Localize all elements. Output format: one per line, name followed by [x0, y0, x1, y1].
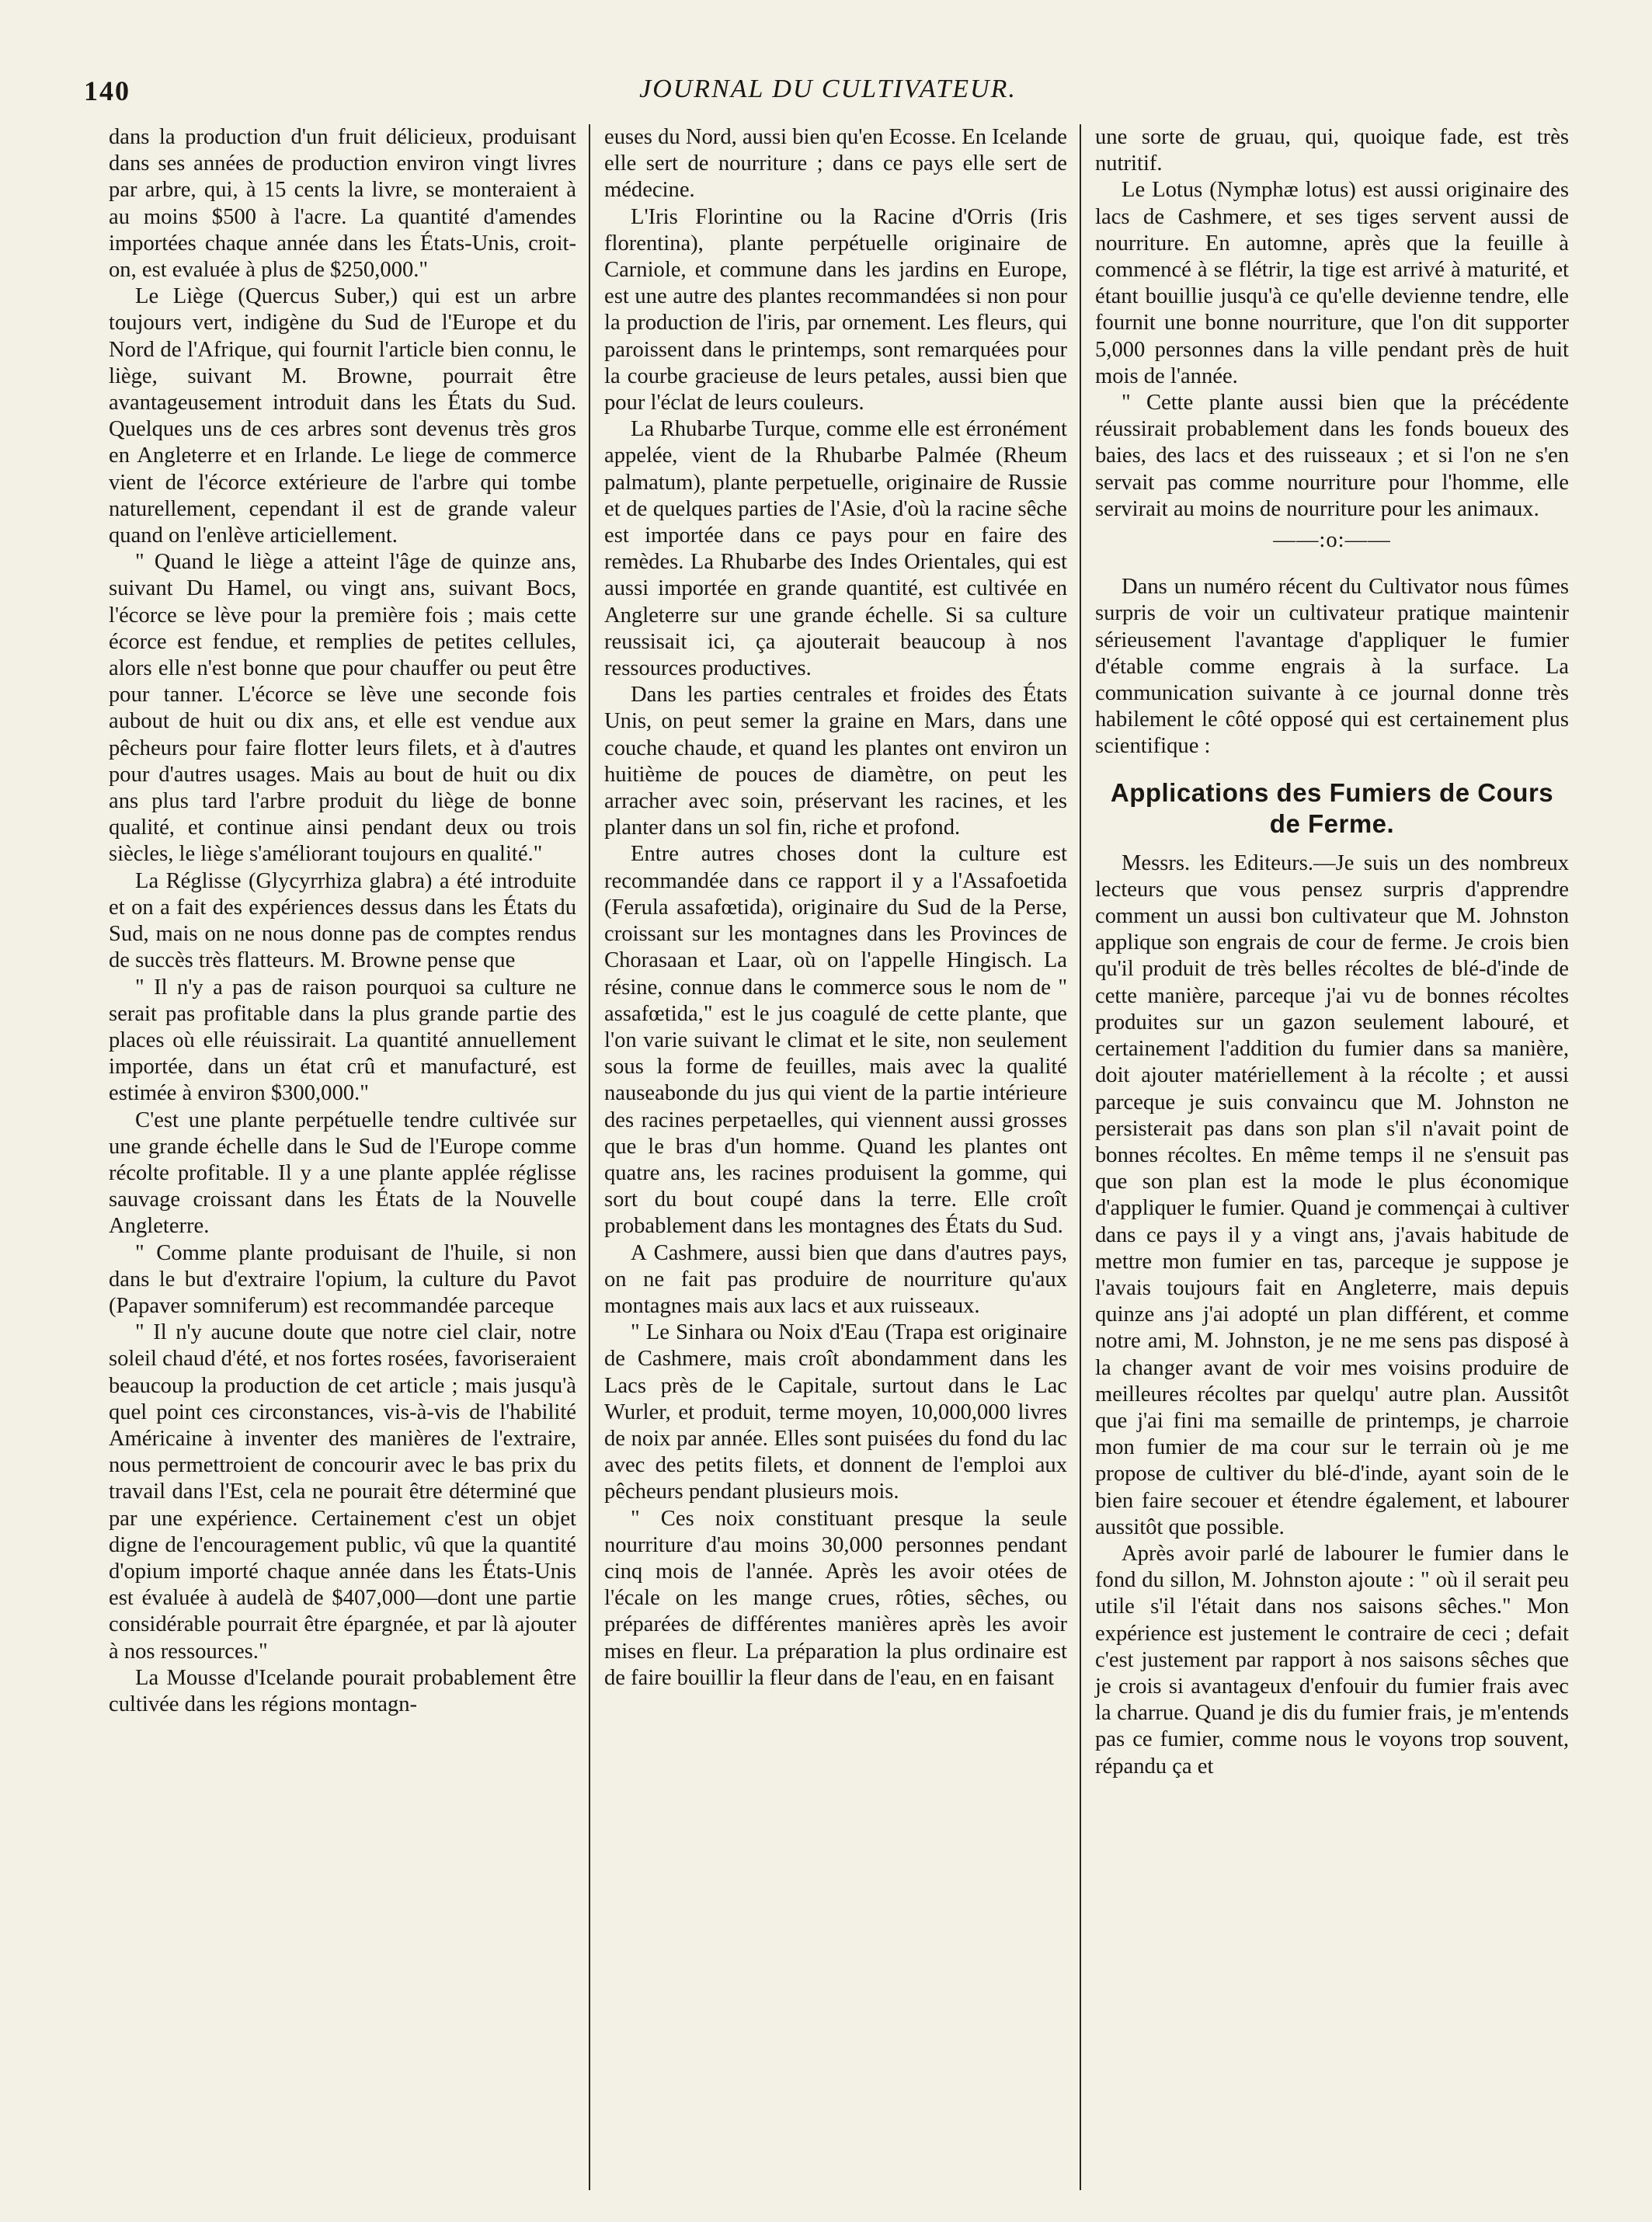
paragraph: A Cashmere, aussi bien que dans d'autres pays, on ne fait pas produire de nourriture qu'aux montagnes mais aux lacs et aux ruisseaux.: [604, 1240, 1067, 1318]
paragraph: La Réglisse (Glycyrrhiza glabra) a été introduite et on a fait des expériences dessus dans les États du Sud, mais on ne nous donne pas de comptes rendus de succès très flatteurs. M. Browne pense que: [109, 868, 576, 973]
section-heading: Applications des Fumiers de Cours de Ferme.: [1110, 777, 1554, 838]
paragraph: euses du Nord, aussi bien qu'en Ecosse. En Icelande elle sert de nourriture ; dans ce pays elle sert de médecine.: [604, 125, 1067, 203]
page-number: 140: [84, 75, 130, 106]
paragraph: " Quand le liège a atteint l'âge de quinze ans, suivant Du Hamel, ou vingt ans, suivant Bocs, l'écorce se lève pour la première fois ; mais cette écorce est fendue, et remplies de petites cellules, alors elle n'est bonne que pour chauffer ou peut être pour tanner. L'écorce se lève une seconde fois aubout de huit ou dix ans, et elle est vendue aux pêcheurs pour faire flotter leurs filets, et à d'autres pour d'autres usages. Mais au bout de huit ou dix ans plus tard l'arbre produit du liège de bonne qualité, et continue ainsi pendant deux ou trois siècles, le liège s'améliorant toujours en qualité.": [109, 550, 576, 867]
paragraph: C'est une plante perpétuelle tendre cultivée sur une grande échelle dans le Sud de l'Europe comme récolte profitable. Il y a une plante applée réglisse sauvage croissant dans les États de la Nouvelle Angleterre.: [109, 1108, 576, 1239]
paragraph: Le Liège (Quercus Suber,) qui est un arbre toujours vert, indigène du Sud de l'Europe et du Nord de l'Afrique, qui fournit l'article bien connu, le liège, suivant M. Browne, pourrait être avantageusement introduit dans les États du Sud. Quelques uns de ces arbres sont devenus très gros en Angleterre et en Irlande. Le liege de commerce vient de l'écorce extérieure de l'arbre qui tombe naturellement, cependant il est de grande valeur quand on l'enlève articiellement.: [109, 284, 576, 548]
paragraph: " Il n'y a pas de raison pourquoi sa culture ne serait pas profitable dans la plus grande partie des places où elle réuissirait. La quantité annuellement importée, dans un état crû et manufacturé, est estimée à environ $300,000.": [109, 975, 576, 1106]
paragraph: " Il n'y aucune doute que notre ciel clair, notre soleil chaud d'été, et nos fortes rosées, favoriseraient beaucoup la production de cet article ; mais jusqu'à quel point ces circonstances, vis-à-vis de l'habilité Américaine à inventer des manières de l'extraire, nous permettroient de concourir avec le bas prix du travail dans l'Est, cela ne pourait être déterminé que par une expérience. Certainement c'est un objet digne de l'encouragement public, vû que la quantité d'opium importé chaque année dans les États-Unis est évaluée à audelà de $407,000—dont une partie considérable pourrait être épargnée, et par là ajouter à nos ressources.": [109, 1320, 576, 1664]
paragraph: Le Lotus (Nymphæ lotus) est aussi originaire des lacs de Cashmere, et ses tiges servent aussi de nourriture. En automne, après que la feuille à commencé à se flétrir, la tige est arrivé à maturité, et étant bouillie jusqu'à ce qu'elle devienne tendre, elle fournit une bonne nourriture, que l'on dit supporter 5,000 personnes dans la ville pendant près de huit mois de l'année.: [1095, 178, 1569, 388]
article-columns: [109, 124, 1569, 2190]
journal-title: JOURNAL DU CULTIVATEUR.: [639, 75, 1017, 103]
section-separator: ——:o:——: [1273, 528, 1391, 553]
paragraph: Dans les parties centrales et froides des États Unis, on peut semer la graine en Mars, dans une couche chaude, et quand les plantes ont environ un huitième de pouces de diamètre, on peut les arracher avec soin, préservant les racines, et les planter dans un sol fin, riche et profond.: [604, 683, 1067, 840]
paragraph: Entre autres choses dont la culture est recommandée dans ce rapport il y a l'Assafoetida (Ferula assafœtida), originaire du Sud de la Perse, croissant sur les montagnes dans les Provinces de Chorasaan et Laar, où on l'appelle Hingisch. La résine, connue dans le commerce sous le nom de " assafœtida," est le jus coagulé de cette plante, que l'on varie suivant le climat et le site, non seulement sous la forme de feuilles, mais avec la qualité nauseabonde du jus qui vient de la partie intérieure des racines perpetaelles, qui viennent aussi grosses que le bras d'un homme. Quand les plantes ont quatre ans, les racines produisent la gomme, qui sort du bout coupé dans la terre. Elle croît probablement dans les montagnes des États du Sud.: [604, 842, 1067, 1239]
paragraph: " Le Sinhara ou Noix d'Eau (Trapa est originaire de Cashmere, mais croît abondamment dans les Lacs près de le Capitale, surtout dans le Lac Wurler, et produit, terme moyen, 10,000,000 livres de noix par année. Elles sont puisées du fond du lac avec des petits filets, et donnent de l'emploi aux pêcheurs pendant plusieurs mois.: [604, 1320, 1067, 1504]
paragraph: La Rhubarbe Turque, comme elle est érronément appelée, vient de la Rhubarbe Palmée (Rheum palmatum), plante perpetuelle, originaire de Russie et de quelques parties de l'Asie, d'où la racine sêche est importée dans ce pays pour en faire des remèdes. La Rhubarbe des Indes Orientales, qui est aussi importée en grande quantité, est cultivée en Angleterre sur une grande échelle. Si sa culture reussisait ici, ça ajouterait beaucoup à nos ressources productives.: [604, 417, 1067, 681]
paragraph: Après avoir parlé de labourer le fumier dans le fond du sillon, M. Johnston ajoute : " où il serait peu utile s'il l'était dans nos saisons sêches." Mon expérience est justement le contraire de ceci ; defait c'est justement par rapport à nos saisons sêches que je crois si avantageux d'enfouir du fumier frais avec la charrue. Quand je dis du fumier frais, je m'entends pas ce fumier, comme nous le voyons trop souvent, répandu ça et: [1095, 1541, 1569, 1779]
column-1: [109, 124, 589, 2190]
paragraph: " Ces noix constituant presque la seule nourriture d'au moins 30,000 personnes pendant cinq mois de l'année. Après les avoir otées de l'écale on les mange crues, rôties, sêches, ou préparées de différentes manières après les avoir mises en fleur. La préparation la plus ordinaire est de faire bouillir la fleur dans de l'eau, en en faisant: [604, 1506, 1067, 1690]
paragraph: Dans un numéro récent du Cultivator nous fûmes surpris de voir un cultivateur pratique maintenir sérieusement l'avantage d'appliquer le fumier d'étable comme engrais à la surface. La communication suivante à ce journal donne très habilement le côté opposé qui est certainement plus scientifique :: [1095, 575, 1569, 759]
paragraph: " Comme plante produisant de l'huile, si non dans le but d'extraire l'opium, la culture du Pavot (Papaver somniferum) est recommandée parceque: [109, 1240, 576, 1318]
column-2: [589, 124, 1080, 2190]
running-head: [78, 54, 1578, 109]
column-3: [1080, 124, 1569, 2190]
paragraph: Messrs. les Editeurs.—Je suis un des nombreux lecteurs que vous pensez surpris d'apprendre comment un aussi bon cultivateur que M. Johnston applique son engrais de cour de ferme. Je crois bien qu'il produit de très belles récoltes de blé-d'inde de cette manière, parceque j'ai vu de bonnes récoltes produites sur un gazon seulement labouré, et certainement l'addition du fumier dans sa manière, doit ajouter matériellement à la récolte ; et aussi parceque je suis convaincu que M. Johnston ne persisterait pas dans son plan s'il n'avait point de bonnes récoltes. En même temps il ne s'ensuit pas que son plan est la mode le plus économique d'appliquer le fumier. Quand je commençai à cultiver dans ce pays il y a vingt ans, j'avais habitude de mettre mon fumier en tas, parceque je suppose je l'avais toujours fait en Angleterre, mais depuis quinze ans j'ai adopté un plan différent, et comme notre ami, M. Johnston, je ne me sens pas disposé à la changer avant de voir mes voisins produire de meilleures récoltes par quelqu' autre plan. Aussitôt que j'ai fini ma semaille de printemps, je charroie mon fumier de ma cour sur le terrain où je me propose de cultiver du blé-d'inde, ayant soin de le bien faire secouer et étendre également, et labourer aussitôt que possible.: [1095, 850, 1569, 1539]
paragraph: une sorte de gruau, qui, quoique fade, est très nutritif.: [1095, 125, 1569, 176]
paragraph: L'Iris Florintine ou la Racine d'Orris (Iris florentina), plante perpétuelle originaire de Carniole, et commune dans les jardins en Europe, est une autre des plantes recommandées si non pour la production de l'iris, par ornement. Les fleurs, qui paroissent dans le printemps, sont remarquées pour la courbe gracieuse de leurs petales, aussi bien que pour l'éclat de leurs couleurs.: [604, 204, 1067, 416]
paragraph: dans la production d'un fruit délicieux, produisant dans ses années de production environ vingt livres par arbre, qui, à 15 cents la livre, se monteraient à au moins $500 à l'acre. La quantité d'amendes importées chaque année dans les États-Unis, croit-on, est evaluée à plus de $250,000.": [109, 125, 576, 283]
paragraph: La Mousse d'Icelande pourait probablement être cultivée dans les régions montagn-: [109, 1665, 576, 1716]
paragraph: " Cette plante aussi bien que la précédente réussirait probablement dans les fonds boueux des baies, des lacs et des ruisseaux ; et si l'on ne s'en servait pas comme nourriture pour l'homme, elle servirait au moins de nourriture pour les animaux.: [1095, 391, 1569, 521]
